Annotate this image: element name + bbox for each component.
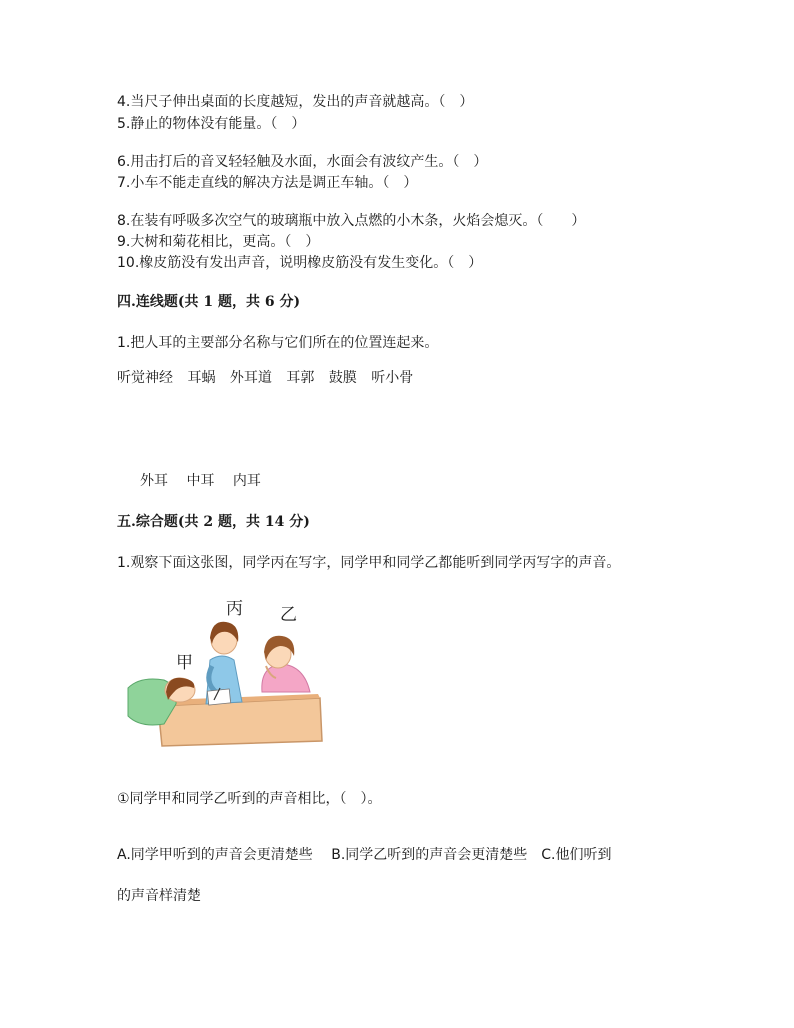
ear-terms-row — [117, 368, 423, 388]
desk — [158, 698, 322, 746]
question-4: 4.当尺子伸出桌面的长度越短，发出的声音就越高。（ ） — [117, 94, 474, 110]
section-4-heading: 四.连线题(共 1 题，共 6 分) — [117, 294, 301, 310]
term-item: 听觉神经 — [117, 370, 173, 386]
ear-part-item: 中耳 — [186, 473, 215, 489]
student-yi-body — [262, 664, 310, 692]
students-illustration — [120, 596, 330, 748]
ear-parts-row — [140, 471, 275, 491]
ear-part-item: 内耳 — [232, 473, 261, 489]
term-item: 听小骨 — [371, 370, 414, 386]
term-item: 耳郭 — [286, 370, 315, 386]
term-item: 耳蜗 — [187, 370, 216, 386]
options-line-1: A.同学甲听到的声音会更清楚些 B.同学乙听到的声音会更清楚些 C.他们听到 — [117, 847, 612, 863]
section-4-question: 1.把人耳的主要部分名称与它们所在的位置连起来。 — [117, 335, 439, 351]
options-line-2: 的声音样清楚 — [117, 888, 201, 904]
label-jia: 甲 — [176, 653, 193, 673]
question-6: 6.用击打后的音叉轻轻触及水面，水面会有波纹产生。（ ） — [117, 154, 488, 170]
term-item: 外耳道 — [229, 370, 272, 386]
ear-part-item: 外耳 — [140, 473, 168, 489]
section-5-question: 1.观察下面这张图，同学丙在写字，同学甲和同学乙都能听到同学丙写字的声音。 — [117, 555, 621, 571]
sub-question-1: ①同学甲和同学乙听到的声音相比，（ ）。 — [117, 791, 382, 807]
students-drawing — [120, 596, 330, 748]
question-7: 7.小车不能走直线的解决方法是调正车轴。（ ） — [117, 175, 418, 191]
label-bing: 丙 — [226, 599, 243, 619]
question-10: 10.橡皮筋没有发出声音，说明橡皮筋没有发生变化。（ ） — [117, 255, 483, 271]
question-8: 8.在装有呼吸多次空气的玻璃瓶中放入点燃的小木条，火焰会熄灭。（ ） — [117, 213, 586, 229]
question-5: 5.静止的物体没有能量。（ ） — [117, 116, 306, 132]
question-9: 9.大树和菊花相比，更高。（ ） — [117, 234, 320, 250]
term-item: 鼓膜 — [328, 370, 357, 386]
section-5-heading: 五.综合题(共 2 题，共 14 分) — [117, 514, 310, 530]
label-yi: 乙 — [280, 605, 297, 625]
